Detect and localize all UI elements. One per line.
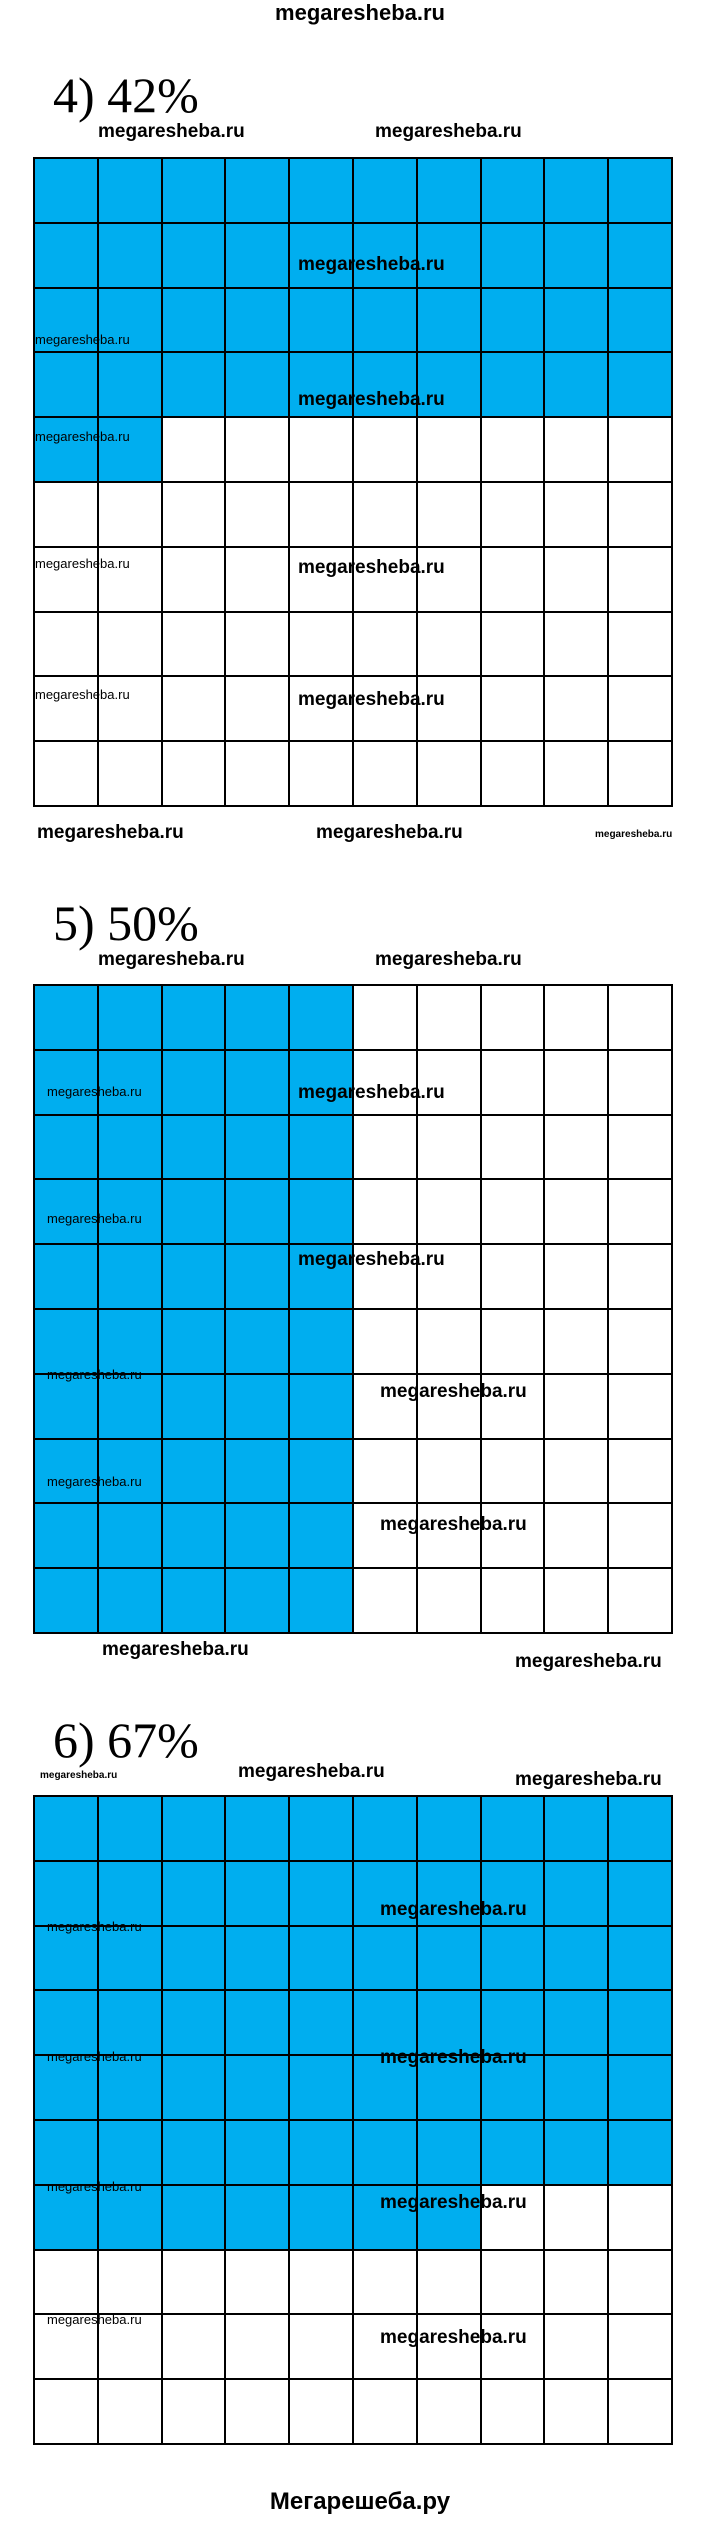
grid-cell	[290, 1440, 354, 1505]
watermark: megaresheba.ru	[298, 689, 445, 710]
grid-cell	[609, 353, 673, 418]
grid-cell	[354, 2380, 418, 2445]
grid-cell	[609, 159, 673, 224]
grid-cell	[482, 1051, 546, 1116]
grid-cell	[354, 986, 418, 1051]
grid-cell	[545, 986, 609, 1051]
grid-cell	[545, 613, 609, 678]
grid-cell	[226, 1375, 290, 1440]
grid-cell	[545, 1862, 609, 1927]
grid-cell	[163, 289, 227, 354]
grid-cell	[99, 1375, 163, 1440]
grid-cell	[99, 1991, 163, 2056]
grid-cell	[99, 418, 163, 483]
watermark: megaresheba.ru	[98, 121, 245, 142]
grid-cell	[609, 1862, 673, 1927]
grid-cell	[99, 2186, 163, 2251]
grid-cell	[609, 2121, 673, 2186]
watermark: megaresheba.ru	[298, 1082, 445, 1103]
watermark: megaresheba.ru	[47, 1084, 142, 1099]
watermark: megaresheba.ru	[380, 2192, 527, 2213]
grid-cell	[545, 159, 609, 224]
grid-cell	[482, 353, 546, 418]
grid-cell	[545, 289, 609, 354]
grid-cell	[609, 2251, 673, 2316]
grid-cell	[99, 159, 163, 224]
grid-cell	[354, 289, 418, 354]
grid-cell	[609, 2315, 673, 2380]
grid-cell	[226, 1180, 290, 1245]
grid-cell	[163, 1310, 227, 1375]
grid-cell	[418, 289, 482, 354]
grid-cell	[545, 1245, 609, 1310]
grid-cell	[609, 289, 673, 354]
grid-cell	[35, 1116, 99, 1181]
grid-cell	[35, 2186, 99, 2251]
grid-cell	[226, 677, 290, 742]
grid-cell	[545, 548, 609, 613]
grid-cell	[35, 2380, 99, 2445]
grid-cell	[545, 353, 609, 418]
grid-cell	[482, 548, 546, 613]
grid-cell	[290, 418, 354, 483]
watermark: megaresheba.ru	[47, 2179, 142, 2194]
grid-cell	[609, 2056, 673, 2121]
watermark: megaresheba.ru	[380, 2047, 527, 2068]
grid-cell	[35, 2056, 99, 2121]
watermark: megaresheba.ru	[102, 1639, 249, 1660]
grid-cell	[418, 1180, 482, 1245]
grid-cell	[290, 1862, 354, 1927]
grid-cell	[354, 1310, 418, 1375]
grid-cell	[226, 2251, 290, 2316]
grid-cell	[482, 159, 546, 224]
grid-cell	[418, 159, 482, 224]
grid-cell	[354, 1797, 418, 1862]
grid-cell	[226, 1504, 290, 1569]
grid-cell	[418, 986, 482, 1051]
grid-cell	[99, 353, 163, 418]
grid-cell	[609, 742, 673, 807]
grid-cell	[418, 1116, 482, 1181]
grid-cell	[226, 483, 290, 548]
grid-cell	[226, 2380, 290, 2445]
grid-cell	[545, 2056, 609, 2121]
watermark: megaresheba.ru	[47, 2312, 142, 2327]
grid-cell	[482, 2251, 546, 2316]
grid-cell	[163, 986, 227, 1051]
grid-cell	[163, 159, 227, 224]
grid-cell	[609, 1245, 673, 1310]
grid-cell	[482, 2121, 546, 2186]
grid-cell	[418, 2121, 482, 2186]
grid-cell	[163, 2315, 227, 2380]
grid-cell	[35, 1862, 99, 1927]
grid-cell	[99, 224, 163, 289]
grid-cell	[35, 1797, 99, 1862]
grid-cell	[482, 677, 546, 742]
grid-cell	[35, 2251, 99, 2316]
grid-cell	[226, 613, 290, 678]
grid-cell	[418, 2380, 482, 2445]
watermark: megaresheba.ru	[47, 1367, 142, 1382]
grid-cell	[163, 1991, 227, 2056]
grid-cell	[609, 2380, 673, 2445]
grid-cell	[418, 1927, 482, 1992]
grid-cell	[99, 1927, 163, 1992]
watermark: megaresheba.ru	[380, 2327, 527, 2348]
watermark: megaresheba.ru	[238, 1761, 385, 1782]
grid-cell	[163, 2251, 227, 2316]
grid-cell	[163, 1051, 227, 1116]
grid-cell	[354, 418, 418, 483]
grid-cell	[609, 1440, 673, 1505]
grid-cell	[99, 1310, 163, 1375]
grid-cell	[354, 1927, 418, 1992]
grid-cell	[163, 2186, 227, 2251]
grid-cell	[226, 1797, 290, 1862]
grid-cell	[35, 483, 99, 548]
watermark: megaresheba.ru	[47, 2049, 142, 2064]
grid-cell	[418, 483, 482, 548]
grid-cell	[609, 1180, 673, 1245]
grid-cell	[99, 1245, 163, 1310]
grid-cell	[163, 483, 227, 548]
grid-cell	[226, 289, 290, 354]
grid-cell	[609, 1991, 673, 2056]
grid-cell	[290, 2186, 354, 2251]
grid-cell	[482, 418, 546, 483]
grid-cell	[609, 1310, 673, 1375]
grid-cell	[609, 1116, 673, 1181]
grid-cell	[545, 2251, 609, 2316]
site-header: megaresheba.ru	[275, 0, 445, 25]
grid-cell	[545, 1180, 609, 1245]
grid-cell	[226, 1310, 290, 1375]
grid-cell	[163, 548, 227, 613]
grid-cell	[35, 742, 99, 807]
grid-cell	[99, 742, 163, 807]
grid-cell	[482, 1116, 546, 1181]
grid-cell	[545, 2186, 609, 2251]
grid-cell	[482, 613, 546, 678]
grid-cell	[163, 613, 227, 678]
watermark: megaresheba.ru	[35, 429, 130, 444]
grid-cell	[354, 483, 418, 548]
grid-cell	[99, 2380, 163, 2445]
grid-cell	[545, 742, 609, 807]
grid-cell	[35, 224, 99, 289]
grid-cell	[545, 1569, 609, 1634]
grid-cell	[482, 742, 546, 807]
grid-cell	[609, 1927, 673, 1992]
grid-cell	[163, 1797, 227, 1862]
watermark: megaresheba.ru	[298, 557, 445, 578]
grid-cell	[482, 986, 546, 1051]
site-footer: Мегарешеба.ру	[269, 2488, 451, 2515]
grid-cell	[545, 1927, 609, 1992]
watermark: megaresheba.ru	[298, 389, 445, 410]
grid-cell	[226, 742, 290, 807]
grid-cell	[290, 1310, 354, 1375]
grid-cell	[163, 353, 227, 418]
grid-cell	[99, 1440, 163, 1505]
grid-cell	[99, 1504, 163, 1569]
grid-cell	[290, 483, 354, 548]
grid-cell	[609, 418, 673, 483]
grid-cell	[609, 1504, 673, 1569]
grid-cell	[226, 986, 290, 1051]
grid-cell	[545, 677, 609, 742]
grid-cell	[545, 1504, 609, 1569]
grid-cell	[418, 1310, 482, 1375]
grid-cell	[163, 418, 227, 483]
grid-cell	[482, 1245, 546, 1310]
grid-cell	[482, 1180, 546, 1245]
grid-cell	[354, 1569, 418, 1634]
grid-cell	[482, 289, 546, 354]
grid-cell	[226, 1927, 290, 1992]
grid-cell	[545, 2380, 609, 2445]
grid-cell	[226, 1991, 290, 2056]
watermark: megaresheba.ru	[37, 822, 184, 843]
grid-cell	[163, 677, 227, 742]
grid-cell	[35, 613, 99, 678]
watermark: megaresheba.ru	[515, 1769, 662, 1790]
grid-cell	[609, 613, 673, 678]
grid-cell	[545, 483, 609, 548]
problem-4-heading: 4) 42%	[53, 67, 199, 123]
grid-cell	[609, 483, 673, 548]
grid-cell	[354, 1180, 418, 1245]
grid-cell	[609, 224, 673, 289]
grid-cell	[35, 1569, 99, 1634]
grid-cell	[418, 2251, 482, 2316]
grid-cell	[290, 2251, 354, 2316]
grid-cell	[99, 1862, 163, 1927]
grid-cell	[226, 2315, 290, 2380]
grid-cell	[163, 1862, 227, 1927]
watermark: megaresheba.ru	[375, 121, 522, 142]
grid-cell	[290, 2121, 354, 2186]
grid-cell	[290, 1504, 354, 1569]
grid-cell	[354, 742, 418, 807]
watermark: megaresheba.ru	[47, 1474, 142, 1489]
grid-cell	[418, 742, 482, 807]
grid-cell	[354, 613, 418, 678]
grid-cell	[35, 2121, 99, 2186]
grid-cell	[163, 224, 227, 289]
watermark: megaresheba.ru	[47, 1919, 142, 1934]
grid-cell	[35, 1245, 99, 1310]
watermark: megaresheba.ru	[35, 556, 130, 571]
grid-cell	[290, 2380, 354, 2445]
grid-cell	[290, 1116, 354, 1181]
grid-cell	[35, 1991, 99, 2056]
grid-cell	[609, 1569, 673, 1634]
problem-6-grid	[33, 1795, 673, 2445]
grid-cell	[163, 1245, 227, 1310]
grid-cell	[545, 2121, 609, 2186]
grid-cell	[482, 2380, 546, 2445]
grid-cell	[226, 159, 290, 224]
grid-cell	[226, 353, 290, 418]
grid-cell	[226, 224, 290, 289]
watermark: megaresheba.ru	[47, 1211, 142, 1226]
grid-cell	[482, 1927, 546, 1992]
grid-cell	[226, 1051, 290, 1116]
grid-cell	[290, 1180, 354, 1245]
grid-cell	[99, 483, 163, 548]
grid-cell	[226, 548, 290, 613]
grid-cell	[545, 1440, 609, 1505]
watermark: megaresheba.ru	[35, 332, 130, 347]
watermark: megaresheba.ru	[40, 1770, 118, 1781]
grid-cell	[35, 986, 99, 1051]
grid-cell	[290, 2315, 354, 2380]
watermark: megaresheba.ru	[316, 822, 463, 843]
grid-cell	[290, 1375, 354, 1440]
grid-cell	[609, 548, 673, 613]
grid-cell	[354, 159, 418, 224]
grid-cell	[163, 2380, 227, 2445]
grid-cell	[482, 224, 546, 289]
grid-cell	[99, 1116, 163, 1181]
grid-cell	[35, 1440, 99, 1505]
grid-cell	[163, 2056, 227, 2121]
watermark: megaresheba.ru	[380, 1381, 527, 1402]
grid-cell	[545, 1310, 609, 1375]
grid-cell	[163, 1440, 227, 1505]
grid-cell	[482, 1569, 546, 1634]
grid-cell	[35, 1927, 99, 1992]
grid-cell	[418, 1569, 482, 1634]
grid-cell	[545, 1051, 609, 1116]
grid-cell	[99, 986, 163, 1051]
problem-6-heading: 6) 67%	[53, 1712, 199, 1768]
grid-cell	[99, 2251, 163, 2316]
grid-cell	[226, 1440, 290, 1505]
grid-cell	[290, 289, 354, 354]
grid-cell	[99, 2121, 163, 2186]
grid-cell	[290, 1797, 354, 1862]
grid-cell	[290, 986, 354, 1051]
grid-cell	[226, 1569, 290, 1634]
grid-cell	[290, 1991, 354, 2056]
grid-cell	[482, 483, 546, 548]
watermark: megaresheba.ru	[98, 949, 245, 970]
grid-cell	[163, 1927, 227, 1992]
grid-cell	[545, 1375, 609, 1440]
grid-cell	[226, 2121, 290, 2186]
grid-cell	[290, 613, 354, 678]
grid-cell	[163, 1375, 227, 1440]
grid-cell	[545, 2315, 609, 2380]
grid-cell	[163, 2121, 227, 2186]
grid-cell	[482, 1310, 546, 1375]
grid-cell	[609, 1375, 673, 1440]
grid-cell	[609, 677, 673, 742]
grid-cell	[35, 418, 99, 483]
grid-cell	[609, 1051, 673, 1116]
grid-cell	[163, 1116, 227, 1181]
problem-5-heading: 5) 50%	[53, 895, 199, 951]
grid-cell	[35, 159, 99, 224]
grid-cell	[545, 1991, 609, 2056]
grid-cell	[163, 742, 227, 807]
grid-cell	[418, 1440, 482, 1505]
grid-cell	[163, 1504, 227, 1569]
grid-cell	[290, 1569, 354, 1634]
grid-cell	[35, 1375, 99, 1440]
grid-cell	[226, 1862, 290, 1927]
grid-cell	[35, 1310, 99, 1375]
watermark: megaresheba.ru	[515, 1651, 662, 1672]
grid-cell	[418, 1797, 482, 1862]
grid-cell	[226, 2056, 290, 2121]
watermark: megaresheba.ru	[298, 1249, 445, 1270]
grid-cell	[482, 1440, 546, 1505]
grid-cell	[290, 742, 354, 807]
grid-cell	[290, 1927, 354, 1992]
grid-cell	[418, 613, 482, 678]
watermark: megaresheba.ru	[595, 829, 673, 840]
grid-cell	[482, 1797, 546, 1862]
grid-cell	[163, 1180, 227, 1245]
watermark: megaresheba.ru	[35, 687, 130, 702]
grid-cell	[354, 2121, 418, 2186]
grid-cell	[545, 224, 609, 289]
grid-cell	[163, 1569, 227, 1634]
grid-cell	[354, 2251, 418, 2316]
watermark: megaresheba.ru	[375, 949, 522, 970]
grid-cell	[226, 2186, 290, 2251]
grid-cell	[609, 2186, 673, 2251]
grid-cell	[609, 1797, 673, 1862]
grid-cell	[226, 1245, 290, 1310]
grid-cell	[35, 1504, 99, 1569]
grid-cell	[545, 1116, 609, 1181]
grid-cell	[354, 1440, 418, 1505]
grid-cell	[99, 1569, 163, 1634]
grid-cell	[545, 418, 609, 483]
grid-cell	[99, 613, 163, 678]
grid-cell	[545, 1797, 609, 1862]
grid-cell	[35, 353, 99, 418]
grid-cell	[290, 2056, 354, 2121]
grid-cell	[99, 2056, 163, 2121]
grid-cell	[418, 418, 482, 483]
grid-cell	[226, 418, 290, 483]
watermark: megaresheba.ru	[298, 254, 445, 275]
grid-cell	[99, 1797, 163, 1862]
grid-cell	[290, 159, 354, 224]
grid-cell	[354, 1116, 418, 1181]
grid-cell	[226, 1116, 290, 1181]
watermark: megaresheba.ru	[380, 1899, 527, 1920]
grid-cell	[609, 986, 673, 1051]
watermark: megaresheba.ru	[380, 1514, 527, 1535]
